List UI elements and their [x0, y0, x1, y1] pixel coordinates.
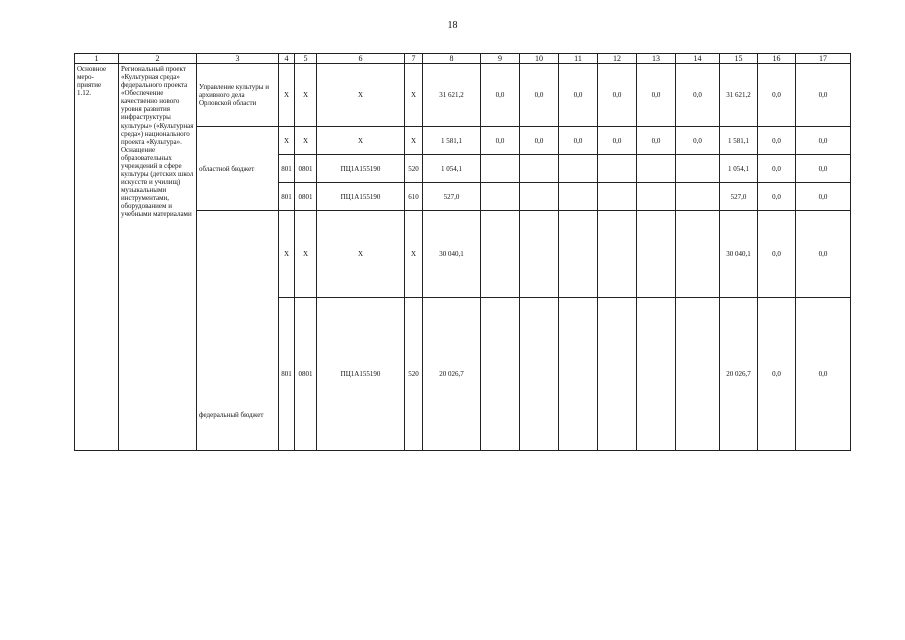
column-header-4: 4: [279, 54, 295, 64]
table-row: [75, 64, 851, 127]
cell-c11: [559, 183, 598, 211]
cell-c6: Х: [317, 64, 405, 127]
cell-c5: 0801: [295, 298, 317, 451]
cell-c7: 610: [405, 183, 423, 211]
cell-c9: [481, 183, 520, 211]
cell-c16: 0,0: [758, 127, 796, 155]
cell-c13: 0,0: [637, 127, 676, 155]
cell-c9: 0,0: [481, 64, 520, 127]
cell-c10: 0,0: [520, 127, 559, 155]
cell-c17: 0,0: [796, 155, 851, 183]
cell-c14: 0,0: [676, 127, 720, 155]
cell-c4: 801: [279, 298, 295, 451]
column-header-12: 12: [598, 54, 637, 64]
column-header-15: 15: [720, 54, 758, 64]
cell-c9: [481, 298, 520, 451]
cell-c17: 0,0: [796, 298, 851, 451]
column-header-2: 2: [119, 54, 197, 64]
regional-budget-label: областной бюджет: [197, 127, 279, 211]
column-header-13: 13: [637, 54, 676, 64]
cell-c15: 30 040,1: [720, 211, 758, 298]
cell-c12: 0,0: [598, 127, 637, 155]
cell-c14: [676, 211, 720, 298]
cell-c4: Х: [279, 64, 295, 127]
federal-budget-label: федеральный бюджет: [199, 411, 264, 420]
column-header-6: 6: [317, 54, 405, 64]
column-header-14: 14: [676, 54, 720, 64]
project-description: Региональный проект «Культурная среда» федерального проекта «Обеспечение качественно нового уровня развития инфраструктуры культуры» («Культурная среда») национального проекта «Культура». Оснащение образовательных учреждений в сфере культуры (детских школ искусств и училищ) музыкальными инструментами, оборудованием и учебными материалами: [119, 64, 197, 451]
cell-c9: [481, 155, 520, 183]
cell-c6: Х: [317, 211, 405, 298]
column-header-7: 7: [405, 54, 423, 64]
cell-c13: [637, 155, 676, 183]
cell-c9: [481, 211, 520, 298]
cell-c4: Х: [279, 211, 295, 298]
cell-c12: [598, 298, 637, 451]
column-header-10: 10: [520, 54, 559, 64]
cell-c10: 0,0: [520, 64, 559, 127]
cell-c11: [559, 211, 598, 298]
cell-c12: [598, 211, 637, 298]
cell-c13: [637, 183, 676, 211]
cell-c13: [637, 211, 676, 298]
measure-label: Основное меро-приятие 1.12.: [75, 64, 119, 451]
cell-c15: 1 054,1: [720, 155, 758, 183]
column-header-1: 1: [75, 54, 119, 64]
column-header-17: 17: [796, 54, 851, 64]
cell-c10: [520, 298, 559, 451]
executor-cell: Управление культуры и архивного дела Орловской области: [197, 64, 279, 127]
federal-budget-cell: [197, 211, 279, 451]
cell-c6: ПЦ1А155190: [317, 183, 405, 211]
cell-c8: 30 040,1: [423, 211, 481, 298]
cell-c12: [598, 155, 637, 183]
cell-c12: 0,0: [598, 64, 637, 127]
cell-c17: 0,0: [796, 183, 851, 211]
cell-c8: 1 581,1: [423, 127, 481, 155]
budget-table: [74, 53, 851, 451]
cell-c10: [520, 183, 559, 211]
cell-c16: 0,0: [758, 155, 796, 183]
cell-c4: 801: [279, 155, 295, 183]
cell-c17: 0,0: [796, 127, 851, 155]
cell-c15: 1 581,1: [720, 127, 758, 155]
cell-c16: 0,0: [758, 64, 796, 127]
cell-c7: Х: [405, 211, 423, 298]
cell-c5: Х: [295, 127, 317, 155]
cell-c8: 31 621,2: [423, 64, 481, 127]
cell-c7: Х: [405, 127, 423, 155]
cell-c11: [559, 155, 598, 183]
cell-c15: 527,0: [720, 183, 758, 211]
column-header-8: 8: [423, 54, 481, 64]
cell-c5: Х: [295, 64, 317, 127]
cell-c14: [676, 155, 720, 183]
page-number: 18: [447, 20, 458, 31]
cell-c17: 0,0: [796, 64, 851, 127]
cell-c14: [676, 183, 720, 211]
cell-c13: 0,0: [637, 64, 676, 127]
cell-c7: 520: [405, 155, 423, 183]
cell-c4: 801: [279, 183, 295, 211]
cell-c8: 527,0: [423, 183, 481, 211]
column-header-9: 9: [481, 54, 520, 64]
cell-c6: Х: [317, 127, 405, 155]
cell-c16: 0,0: [758, 183, 796, 211]
cell-c11: 0,0: [559, 127, 598, 155]
cell-c12: [598, 183, 637, 211]
column-header-11: 11: [559, 54, 598, 64]
cell-c15: 31 621,2: [720, 64, 758, 127]
cell-c10: [520, 155, 559, 183]
cell-c9: 0,0: [481, 127, 520, 155]
cell-c8: 20 026,7: [423, 298, 481, 451]
cell-c11: 0,0: [559, 64, 598, 127]
column-number-row: [75, 54, 851, 64]
cell-c11: [559, 298, 598, 451]
cell-c16: 0,0: [758, 298, 796, 451]
column-header-3: 3: [197, 54, 279, 64]
column-header-5: 5: [295, 54, 317, 64]
cell-c5: 0801: [295, 183, 317, 211]
cell-c14: 0,0: [676, 64, 720, 127]
cell-c7: 520: [405, 298, 423, 451]
cell-c10: [520, 211, 559, 298]
cell-c15: 20 026,7: [720, 298, 758, 451]
cell-c14: [676, 298, 720, 451]
cell-c5: 0801: [295, 155, 317, 183]
cell-c6: ПЦ1А155190: [317, 155, 405, 183]
cell-c17: 0,0: [796, 211, 851, 298]
cell-c7: Х: [405, 64, 423, 127]
cell-c6: ПЦ1А155190: [317, 298, 405, 451]
cell-c4: Х: [279, 127, 295, 155]
cell-c5: Х: [295, 211, 317, 298]
cell-c8: 1 054,1: [423, 155, 481, 183]
column-header-16: 16: [758, 54, 796, 64]
cell-c16: 0,0: [758, 211, 796, 298]
cell-c13: [637, 298, 676, 451]
